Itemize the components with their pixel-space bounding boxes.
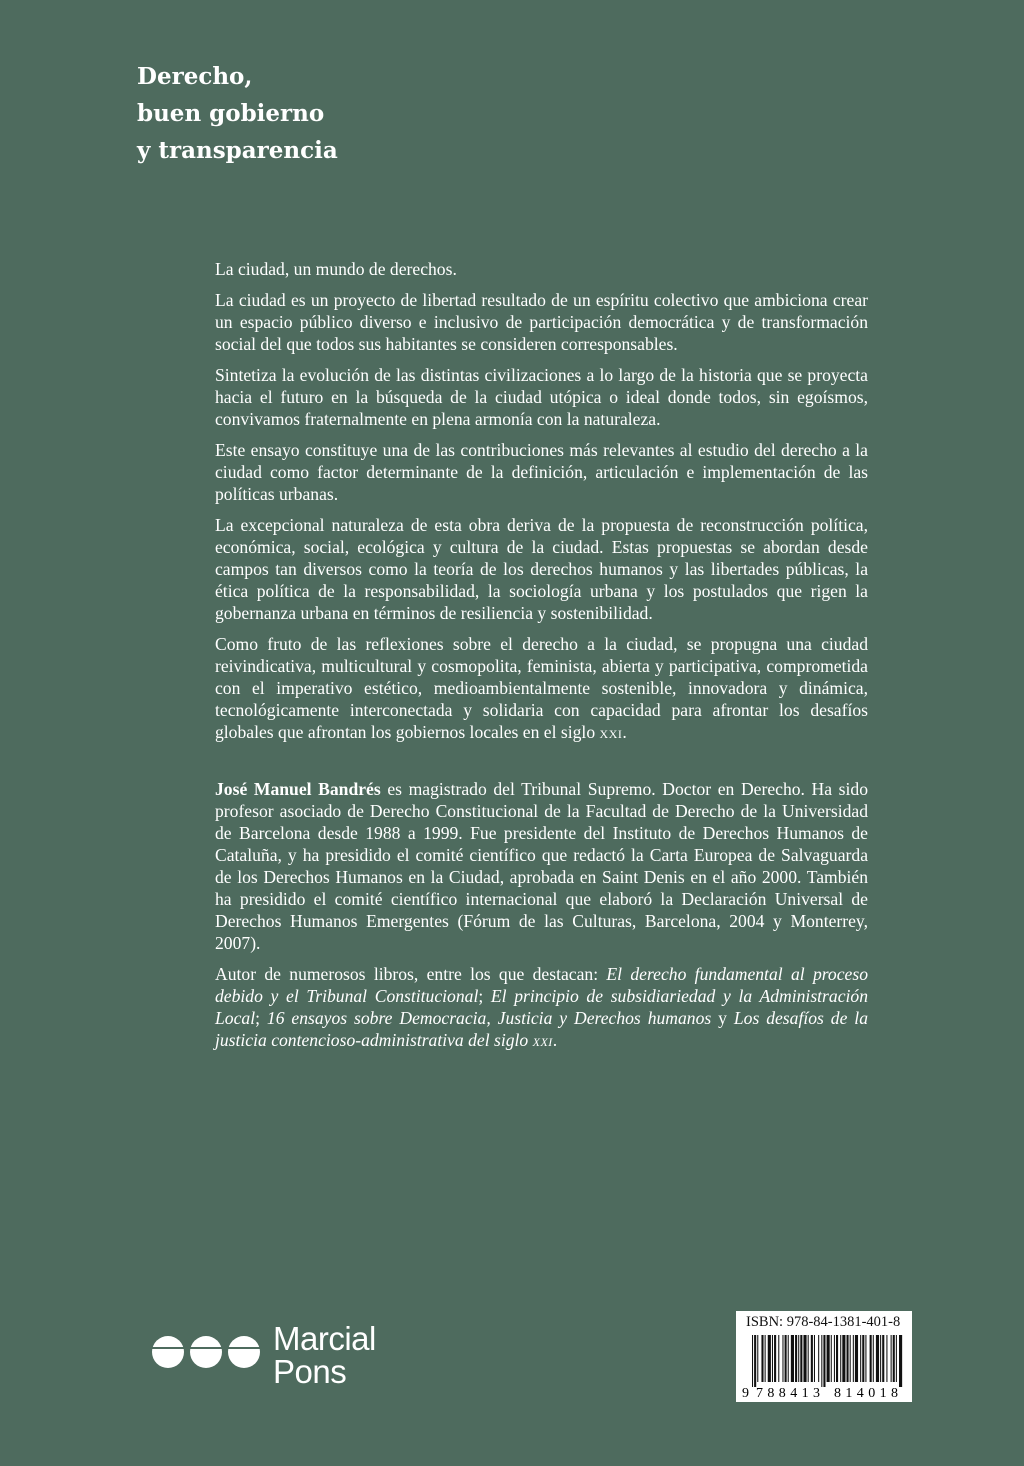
barcode-bar	[818, 1335, 819, 1382]
three-circles-logo-icon	[152, 1336, 264, 1372]
barcode-bar	[785, 1335, 787, 1382]
barcode-bar	[834, 1335, 835, 1382]
barcode-bar	[800, 1335, 802, 1382]
works-separator-2: ;	[255, 1008, 267, 1028]
barcode-bar	[803, 1335, 806, 1382]
works-separator-3: y	[711, 1008, 734, 1028]
barcode-bar	[814, 1335, 815, 1382]
barcode-bar	[840, 1335, 841, 1382]
barcode-bar	[811, 1335, 813, 1382]
logo-circle-3	[228, 1336, 260, 1368]
blurb-paragraph-6	[215, 633, 868, 743]
works-intro: Autor de numerosos libros, entre los que destacan:	[215, 964, 607, 984]
barcode-bar	[778, 1335, 779, 1382]
barcode-bar	[842, 1335, 845, 1382]
barcode-bar	[795, 1335, 797, 1382]
author-paragraph	[215, 778, 868, 954]
barcode-bar	[782, 1335, 783, 1382]
isbn-barcode-box	[736, 1311, 912, 1402]
series-title-line-1: Derecho,	[137, 63, 253, 90]
isbn-label: ISBN: 978-84-1381-401-8	[746, 1314, 901, 1330]
barcode-bar	[788, 1335, 789, 1382]
barcode-bar	[791, 1335, 794, 1382]
barcode-bar	[836, 1335, 838, 1382]
barcode-bar	[808, 1335, 809, 1382]
barcode-bar	[896, 1335, 897, 1382]
blurb-paragraph-6-text: Como fruto de las reflexiones sobre el derecho a la ciudad, se propugna una ciudad reivindicativa, multicultural y cosmopolita, feminista, abierta y participativa, comprometida con el imperativo estético, medioambientalmente sostenible, innovadora y dinámica, tecnológicamente interconectada y solidaria con capacidad para afrontar los desafíos globales que afrontan los gobiernos locales en el siglo	[215, 634, 868, 742]
barcode-bar	[772, 1335, 773, 1382]
logo-circle-1	[152, 1336, 184, 1368]
barcode-bar	[876, 1335, 879, 1382]
work-title-3: 16 ensayos sobre Democracia, Justicia y Derechos humanos	[266, 1008, 712, 1028]
barcode-bar	[798, 1335, 799, 1382]
barcode-bar	[774, 1335, 776, 1382]
author-bio-text: es magistrado del Tribunal Supremo. Doctor en Derecho. Ha sido profesor asociado de Derecho Constitucional de la Facultad de Derecho de la Universidad de Barcelona desde 1988 a 1999. Fue presidente del Instituto de Derechos Humanos de Cataluña, y ha presidido el comité científico que redactó la Carta Europea de Salvaguarda de los Derechos Humanos en la Ciudad, aprobada en Saint Denis en el año 2000. También ha presidido el comité científico internacional que elaboró la Declaración Universal de Derechos Humanos Emergentes (Fórum de las Culturas, Barcelona, 2004 y Monterrey, 2007).	[215, 779, 868, 953]
series-title-line-2: buen gobierno	[137, 100, 325, 127]
barcode-bar	[862, 1335, 864, 1382]
barcode-bar	[882, 1335, 884, 1382]
blurb-paragraph-3: Sintetiza la evolución de las distintas civilizaciones a lo largo de la historia que se proyecta hacia el futuro en la búsqueda de la ciudad utópica o ideal donde todos, sin egoísmos, convivamos fraternalmente en plena armonía con la naturaleza.	[215, 365, 868, 429]
author-name: José Manuel Bandrés	[215, 779, 381, 799]
barcode-bar	[899, 1335, 902, 1387]
blurb-paragraph-1: La ciudad, un mundo de derechos.	[215, 259, 457, 279]
works-end: .	[552, 1030, 558, 1050]
book-blurb	[215, 258, 868, 752]
blurb-paragraph-4: Este ensayo constituye una de las contribuciones más relevantes al estudio del derecho a la ciudad como factor determinante de la definición, articulación e implementación de las políticas urbanas.	[215, 440, 868, 504]
barcode-bar	[847, 1335, 849, 1382]
barcode-bar	[886, 1335, 887, 1382]
publisher-name-line-2: Pons	[273, 1353, 347, 1390]
barcode-bar	[873, 1335, 874, 1382]
series-title-line-3: y transparencia	[137, 137, 338, 164]
works-separator-1: ;	[478, 986, 491, 1006]
barcode-bar	[765, 1335, 766, 1382]
barcode-bar	[827, 1335, 830, 1382]
barcode-bar	[855, 1335, 858, 1382]
blurb-paragraph-6-end: .	[622, 722, 627, 742]
barcode-bar	[752, 1335, 753, 1387]
barcode-bar	[865, 1335, 866, 1382]
barcode-bar	[823, 1335, 825, 1387]
barcode-bar	[754, 1335, 756, 1387]
barcode-right-digits: 814018	[834, 1386, 898, 1399]
barcode-left-digits: 788413	[756, 1386, 820, 1399]
barcode-bar	[891, 1335, 892, 1382]
series-title	[137, 58, 338, 169]
barcode-icon	[742, 1333, 906, 1399]
barcode-bar	[821, 1335, 822, 1387]
blurb-paragraph-5: La excepcional naturaleza de esta obra deriva de la propuesta de reconstrucción política, económica, social, ecológica y cultura de la ciudad. Estas propuestas se abordan desde campos tan diversos como la teoría de los derechos humanos y las libertades públicas, la ética política de la responsabilidad, la sociología urbana y los postulados que rigen la gobernanza urbana en términos de resiliencia y sostenibilidad.	[215, 515, 868, 623]
publisher-name-line-1: Marcial	[273, 1320, 376, 1357]
barcode-bar	[880, 1335, 881, 1382]
barcode-first-digit: 9	[742, 1386, 749, 1399]
work-title-1: El derecho fundamental al proceso debido y el Tribunal Constitucional	[215, 964, 868, 1006]
author-works-paragraph	[215, 963, 868, 1051]
work-title-4-text: Los desafíos de la justicia contencioso-administrativa del siglo	[215, 1008, 868, 1050]
barcode-bar	[757, 1335, 758, 1382]
barcode-bar	[850, 1335, 851, 1382]
blurb-paragraph-2: La ciudad es un proyecto de libertad resultado de un espíritu colectivo que ambiciona crear un espacio público diverso e inclusivo de participación democrática y de transformación social del que todos sus habitantes se consideren corresponsables.	[215, 290, 868, 354]
barcode-bar	[860, 1335, 861, 1382]
work-title-4-century: xxi	[532, 1030, 553, 1050]
author-bio	[215, 778, 868, 1060]
logo-circle-2	[190, 1336, 222, 1368]
barcode-bar	[853, 1335, 854, 1382]
barcode-bar	[761, 1335, 763, 1382]
barcode-bar	[893, 1335, 895, 1382]
barcode-bar	[768, 1335, 771, 1382]
barcode-bar	[870, 1335, 872, 1382]
blurb-century: xxi	[599, 722, 623, 742]
publisher-name	[273, 1322, 376, 1388]
barcode-bar	[831, 1335, 832, 1382]
work-title-2: El principio de subsidiariedad y la Administración Local	[215, 986, 868, 1028]
